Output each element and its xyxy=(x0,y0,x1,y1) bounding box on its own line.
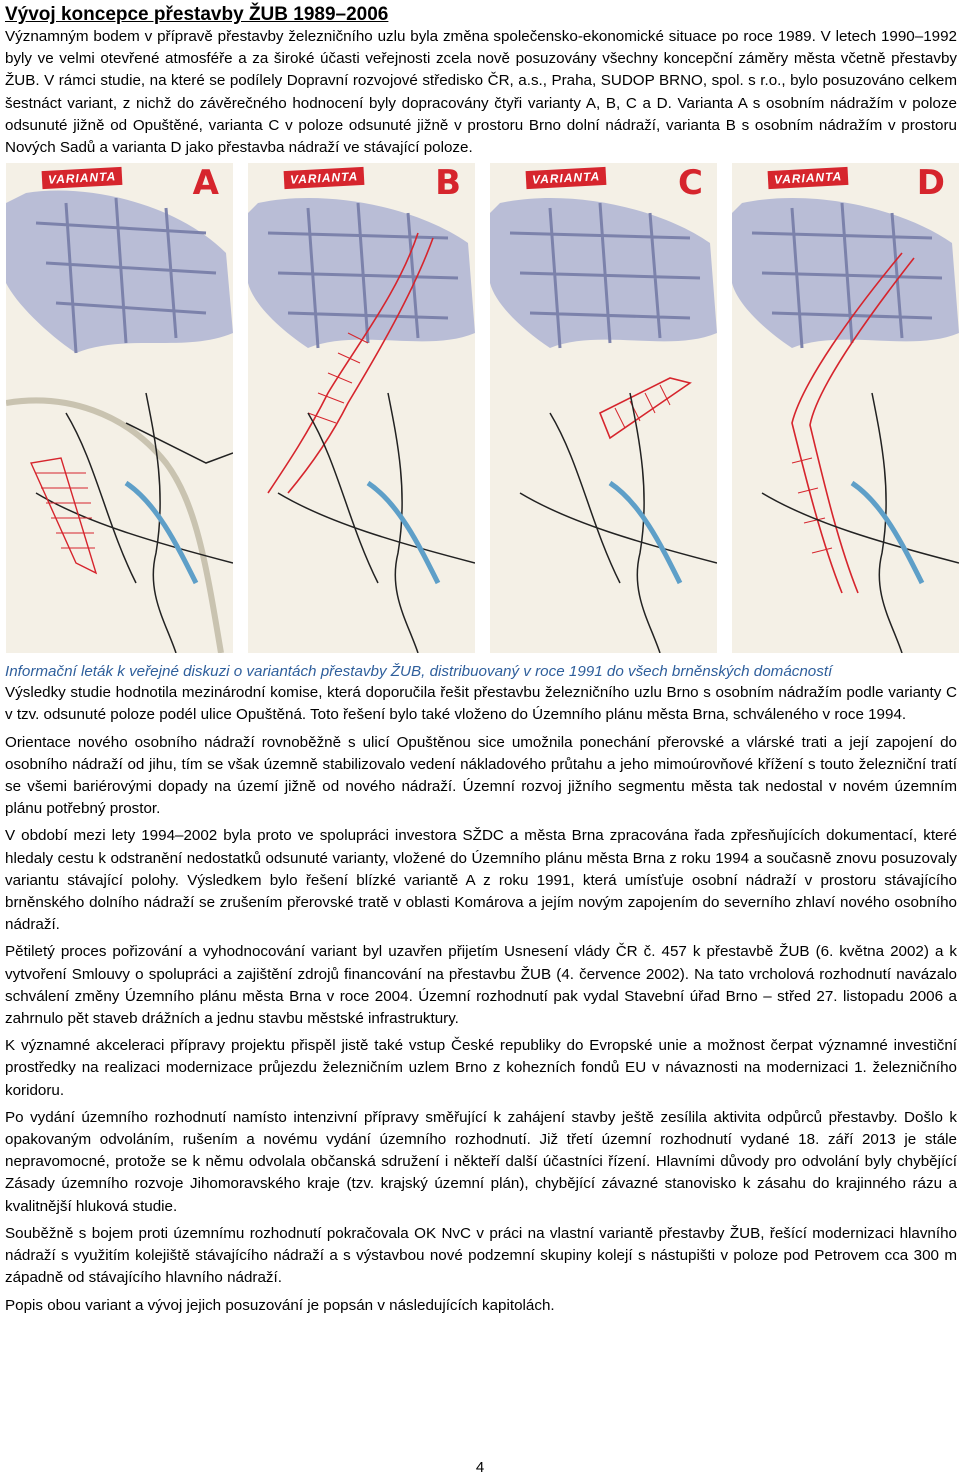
variant-maps xyxy=(6,163,957,653)
paragraph: Popis obou variant a vývoj jejich posuzování je popsán v následujících kapitolách. xyxy=(5,1296,555,1314)
map-variant-c xyxy=(490,163,717,653)
map-variant-d xyxy=(732,163,959,653)
map-d-drawing xyxy=(732,163,959,653)
paragraph: V období mezi lety 1994–2002 byla proto ve spolupráci investora SŽDC a města Brna zpracována řada zpřesňujících dokumentací, které hledaly cestu k odstranění nedostatků odsunuté varianty, vložené do Územního plánu města Brna z roku 1994 a současně znovu posuzovaly variantu stávající polohy. Výsledkem bylo řešení blízké variantě A z roku 1991, která umísťuje osobní nádraží v prostoru stávajícího brněnského dolního nádraží se zrušením přerovské tratě v oblasti Komárova a jejím novým zapojením do severního zhlaví nového osobního nádraží. xyxy=(5,827,957,934)
map-variant-b xyxy=(248,163,475,653)
map-variant-a xyxy=(6,163,233,653)
paragraph: Orientace nového osobního nádraží rovnoběžně s ulicí Opuštěnou sice umožnila ponechání přerovské a vlárské trati a její zapojení do osobního nádraží od jihu, tím se však územně stabilizovalo vedení nákladového průtahu a jeho mimoúrovňové křížení s touto železniční tratí se všemi bariérovými dopady na území jižně od nového nádraží. Územní rozvoj jižního segmentu města tak nedostal v novém územním plánu potřebný prostor. xyxy=(5,733,957,818)
figure-caption: Informační leták k veřejné diskuzi o variantách přestavby ŽUB, distribuovaný v roce 1991 do všech brněnských domácností xyxy=(5,663,833,681)
intro-paragraph: Významným bodem v přípravě přestavby železničního uzlu byla změna společensko-ekonomické situace po roce 1989. V letech 1990–1992 byly ve velmi otevřené atmosféře a za široké účasti veřejnosti zcela nově posuzovány všechny koncepční záměry města včetně přestavby ŽUB. V rámci studie, na které se podílely Dopravní rozvojové středisko ČR, a.s., Praha, SUDOP BRNO, spol. s r.o., bylo posuzováno celkem šestnáct variant, z nichž do závěrečného hodnocení byly dopracovány čtyři varianty A, B, C a D. Varianta A s osobním nádražím v poloze odsunuté jižně od Opuštěné, varianta C v poloze odsunuté jižně v prostoru Brno dolní nádraží, varianta B s osobním nádražím v prostoru Nových Sadů a varianta D jako přestavba nádraží ve stávající poloze. xyxy=(5,28,957,157)
map-c-label: VARIANTA xyxy=(526,167,607,189)
paragraph: Po vydání územního rozhodnutí namísto intenzivní přípravy směřující k zahájení stavby ještě zesílila aktivita odpůrců přestavby. Došlo k opakovaným odvoláním, rušením a novému vydání územního rozhodnutí. Již třetí územní rozhodnutí vydané 18. září 2013 je stále nepravomocné, protože se k němu odvolala občanská sdružení i někteří další účastníci řízení. Hlavními důvody pro odvolání byly chybějící Zásady územního rozvoje Jihomoravského kraje (tzv. krajský územní plán), chybějící závazné stanovisko k zásahu do krajinného rázu a kvalitnější hluková studie. xyxy=(5,1108,957,1215)
paragraph: Pětiletý proces pořizování a vyhodnocování variant byl uzavřen přijetím Usnesení vlády ČR č. 457 k přestavbě ŽUB (6. května 2002) a k vytvoření Smlouvy o spolupráci a zajištění zdrojů financování na přestavbu ŽUB (4. července 2002). Na tato vrcholová rozhodnutí navázalo schválení změny Územního plánu města Brna v roce 2004. Územní rozhodnutí pak vydal Stavební úřad Brno – střed 27. listopadu 2006 a zahrnulo pět staveb drážních a jednu stavbu městské infrastruktury. xyxy=(5,943,957,1028)
map-a-label: VARIANTA xyxy=(42,167,123,189)
map-c-drawing xyxy=(490,163,717,653)
paragraph: Souběžně s bojem proti územnímu rozhodnutí pokračovala OK NvC v práci na vlastní variantě přestavby ŽUB, řešící modernizaci hlavního nádraží s využitím kolejiště stávajícího nádraží a s výstavbou nové podzemní skupiny kolejí s nástupišti v poloze pod Petrovem cca 300 m západně od stávajícího hlavního nádraží. xyxy=(5,1224,957,1287)
paragraph: Výsledky studie hodnotila mezinárodní komise, která doporučila řešit přestavbu železničního uzlu Brno s osobním nádražím podle varianty C v tzv. odsunuté poloze podél ulice Opuštěná. Toto řešení bylo také vloženo do Územního plánu města Brna, schváleného v roce 1994. xyxy=(5,684,957,724)
map-c-letter: C xyxy=(678,163,703,204)
page-title: Vývoj koncepce přestavby ŽUB 1989–2006 xyxy=(5,4,389,25)
map-b-letter: B xyxy=(435,163,461,204)
page-number: 4 xyxy=(475,1459,485,1476)
map-d-letter: D xyxy=(916,163,945,204)
paragraph: K významné akceleraci přípravy projektu přispěl jistě také vstup České republiky do Evropské unie a možnost čerpat významné investiční prostředky na realizaci modernizace průjezdu železničním uzlem Brno z kohezních fondů EU v návaznosti na modernizaci 1. železničního koridoru. xyxy=(5,1037,957,1099)
map-b-label: VARIANTA xyxy=(284,167,365,189)
map-d-label: VARIANTA xyxy=(768,167,849,189)
document-page xyxy=(5,4,957,1317)
map-a-drawing xyxy=(6,163,233,653)
map-b-drawing xyxy=(248,163,475,653)
map-a-letter: A xyxy=(192,163,219,204)
